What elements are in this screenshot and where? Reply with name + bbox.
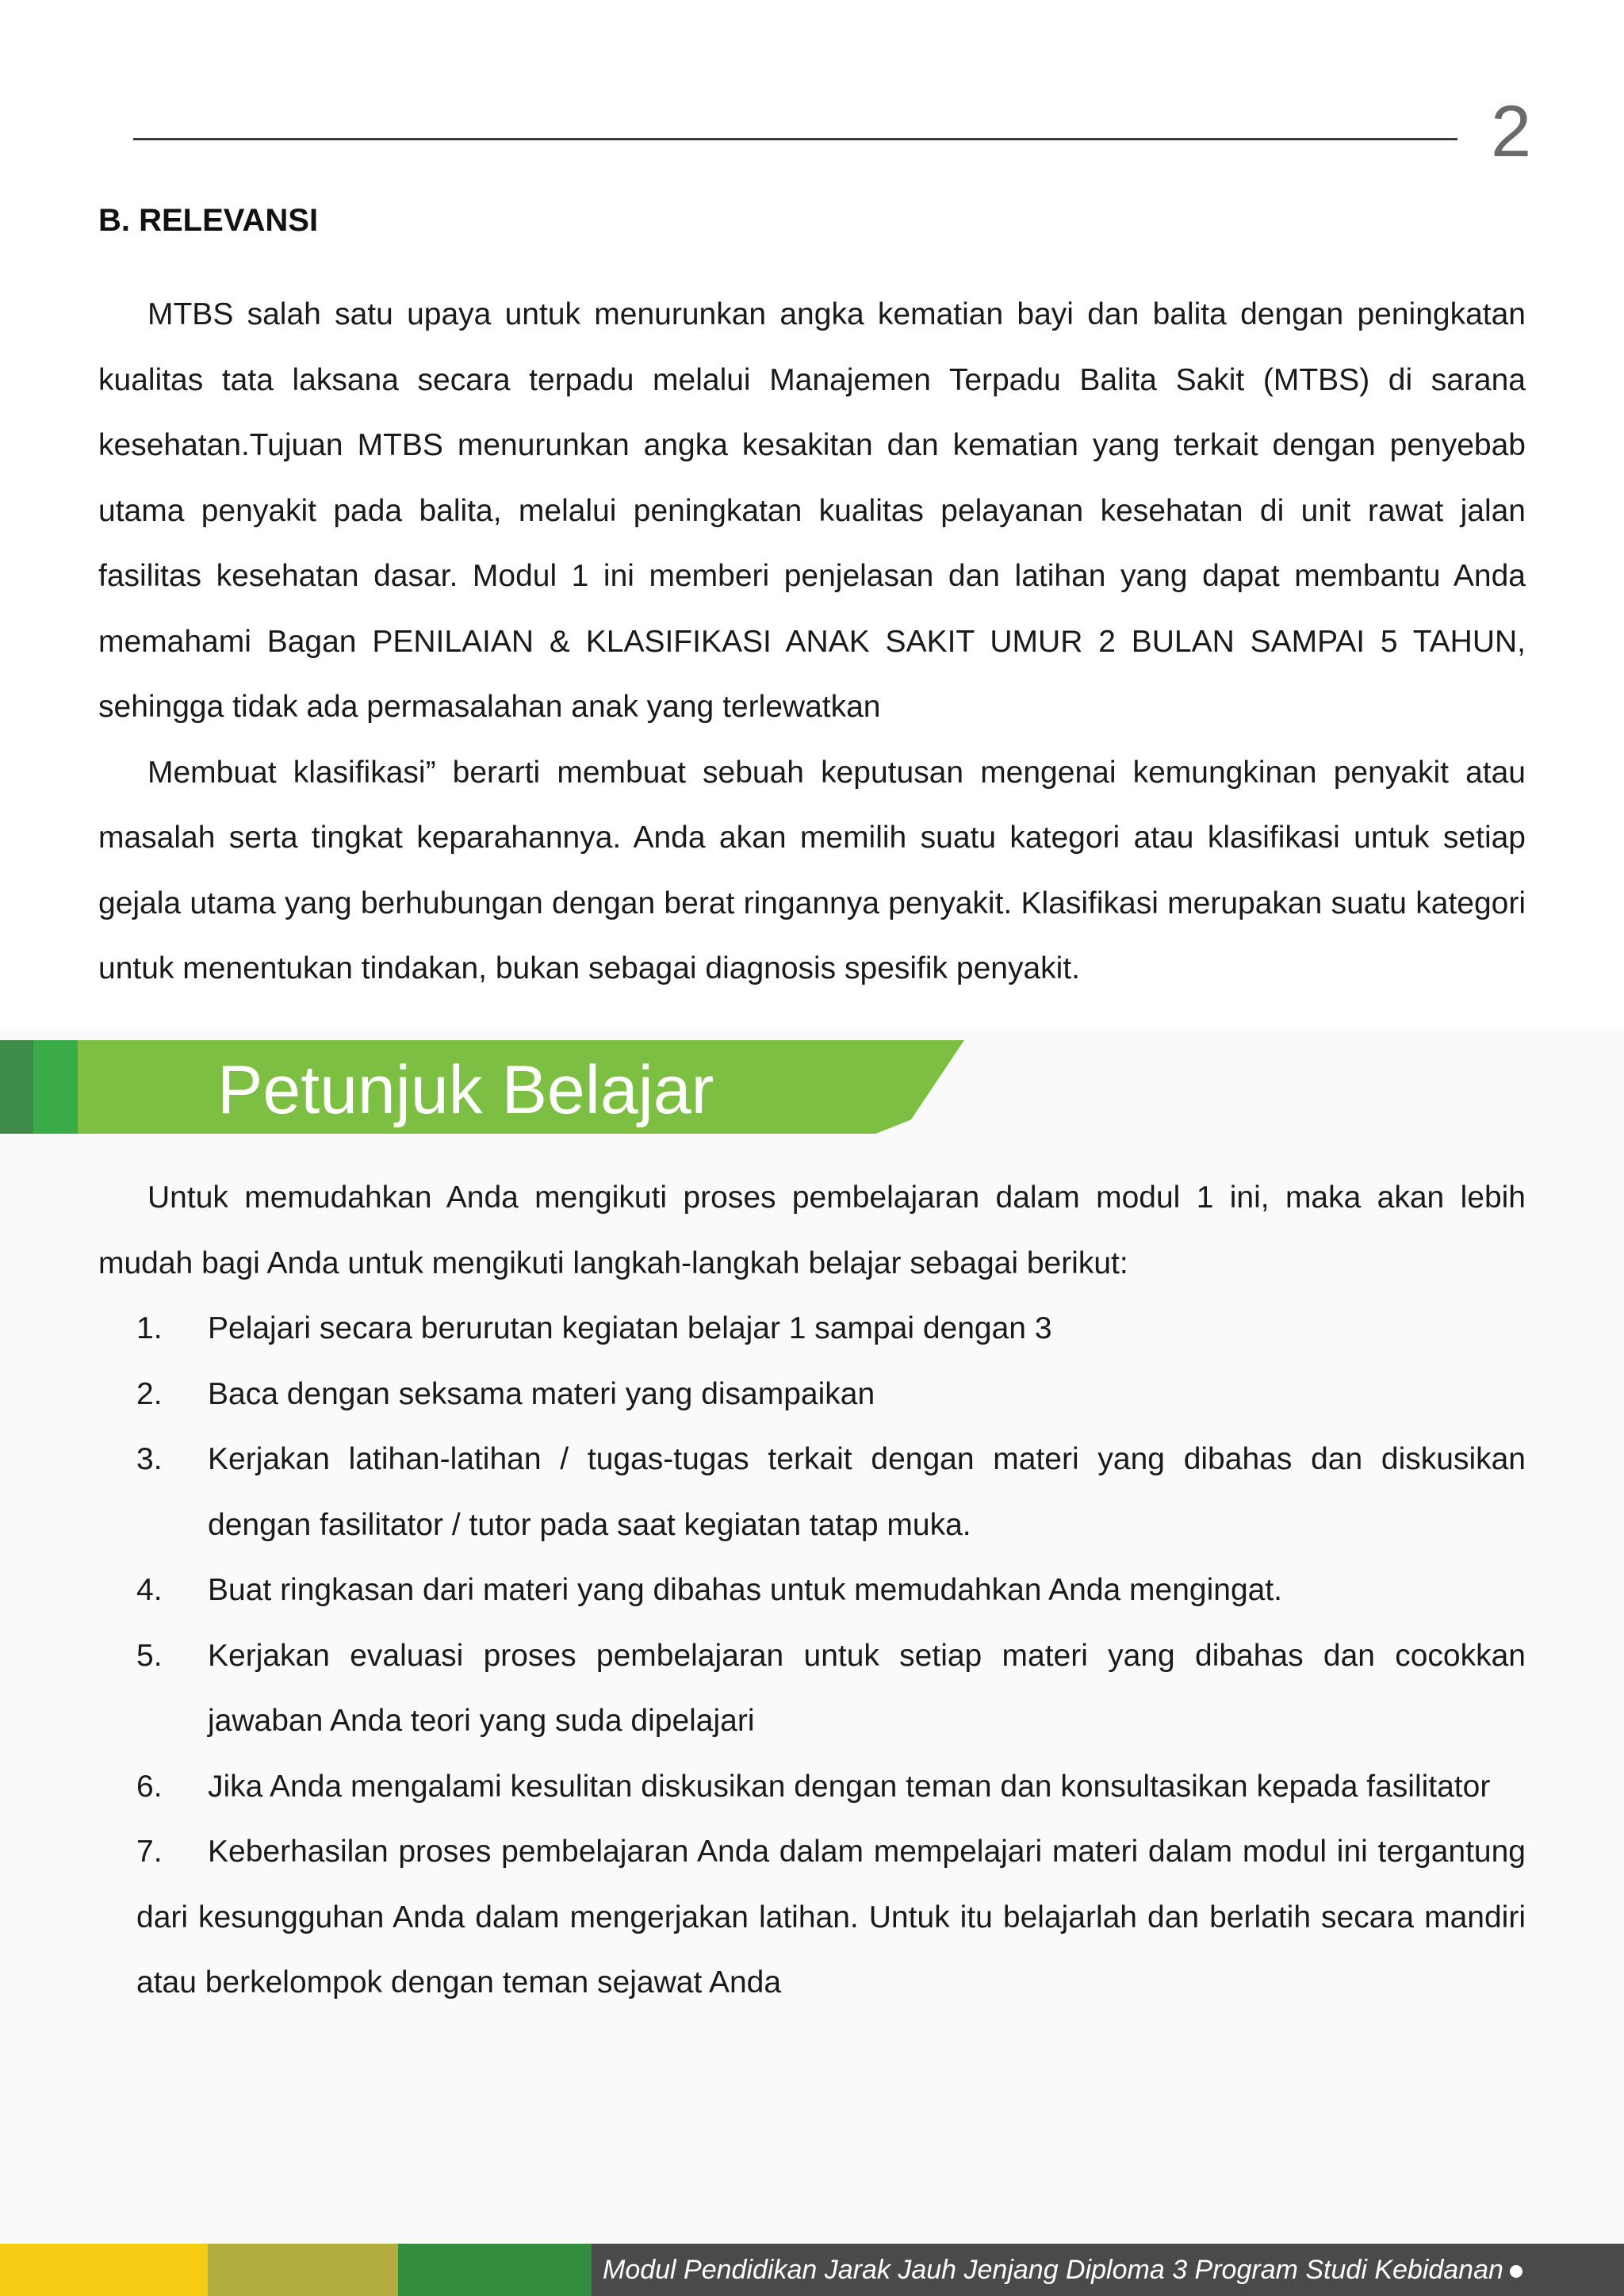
list-item-number: 7. [136,1835,163,1869]
list-item [98,1755,1526,1820]
relevansi-paragraph-1: MTBS salah satu upaya untuk menurunkan angka kematian bayi dan balita dengan peningkatan kualitas tata laksana secara terpadu melalui Manajemen Terpadu Balita Sakit (MTBS) di sarana kesehatan.Tujuan MTBS menurunkan angka kesakitan dan kematian yang terkait dengan penyebab utama penyakit pada balita, melalui peningkatan kualitas pelayanan kesehatan di unit rawat jalan fasilitas kesehatan dasar. Modul 1 ini memberi penjelasan dan latihan yang dapat membantu Anda memahami Bagan PENILAIAN & KLASIFIKASI ANAK SAKIT UMUR 2 BULAN SAMPAI 5 TAHUN, sehingga tidak ada permasalahan anak yang terlewatkan [98,297,1526,724]
footer-block-olive [208,2244,398,2296]
footer-text: Modul Pendidikan Jarak Jauh Jenjang Diploma 3 Program Studi Kebidanan [603,2255,1503,2285]
list-item [98,1558,1526,1624]
list-item-text: Kerjakan evaluasi proses pembelajaran untuk setiap materi yang dibahas dan cocokkan jawaban Anda teori yang suda dipelajari [208,1638,1526,1738]
list-item [98,1427,1526,1558]
banner-stripe-dark [0,1040,33,1134]
list-item [98,1820,1526,2016]
list-item-number: 3. [136,1442,163,1476]
relevansi-paragraph-2: Membuat klasifikasi” berarti membuat sebuah keputusan mengenai kemungkinan penyakit atau masalah serta tingkat keparahannya. Anda akan memilih suatu kategori atau klasifikasi untuk setiap gejala utama yang berhubungan dengan berat ringannya penyakit. Klasifikasi merupakan suatu kategori untuk menentukan tindakan, bukan sebagai diagnosis spesifik penyakit. [98,755,1526,985]
section-heading: B. RELEVANSI [98,203,319,238]
banner-title: Petunjuk Belajar [217,1052,714,1128]
footer-block-green [398,2244,592,2296]
petunjuk-intro: Untuk memudahkan Anda mengikuti proses pembelajaran dalam modul 1 ini, maka akan lebih mudah bagi Anda untuk mengikuti langkah-langkah belajar sebagai berikut: [98,1181,1526,1280]
list-item [98,1624,1526,1755]
list-item-text: Jika Anda mengalami kesulitan diskusikan dengan teman dan konsultasikan kepada fasilitator [208,1769,1491,1804]
footer-block-yellow [0,2244,208,2296]
list-item-number: 5. [136,1638,163,1673]
list-item [98,1362,1526,1428]
list-item-text: Keberhasilan proses pembelajaran Anda dalam mempelajari materi dalam modul ini tergantung dari kesungguhan Anda dalam mengerjakan latihan. Untuk itu belajarlah dan berlatih secara mandiri atau berkelompok dengan teman sejawat Anda [136,1835,1526,1999]
list-item-number: 1. [136,1311,163,1345]
footer-dot-icon [1510,2265,1522,2278]
petunjuk-body [98,1165,1526,2016]
relevansi-body [98,282,1526,1002]
page-number: 2 [1491,91,1532,172]
header-rule [133,138,1457,140]
list-item [98,1296,1526,1362]
list-item-text: Pelajari secara berurutan kegiatan belajar 1 sampai dengan 3 [208,1311,1052,1345]
list-item-number: 4. [136,1573,163,1607]
list-item-number: 2. [136,1376,163,1411]
list-item-text: Buat ringkasan dari materi yang dibahas untuk memudahkan Anda mengingat. [208,1573,1283,1607]
list-item-number: 6. [136,1769,163,1804]
banner-stripe-mid [33,1040,78,1134]
list-item-text: Baca dengan seksama materi yang disampaikan [208,1376,875,1411]
list-item-text: Kerjakan latihan-latihan / tugas-tugas terkait dengan materi yang dibahas dan diskusikan dengan fasilitator / tutor pada saat kegiatan tatap muka. [208,1442,1526,1542]
